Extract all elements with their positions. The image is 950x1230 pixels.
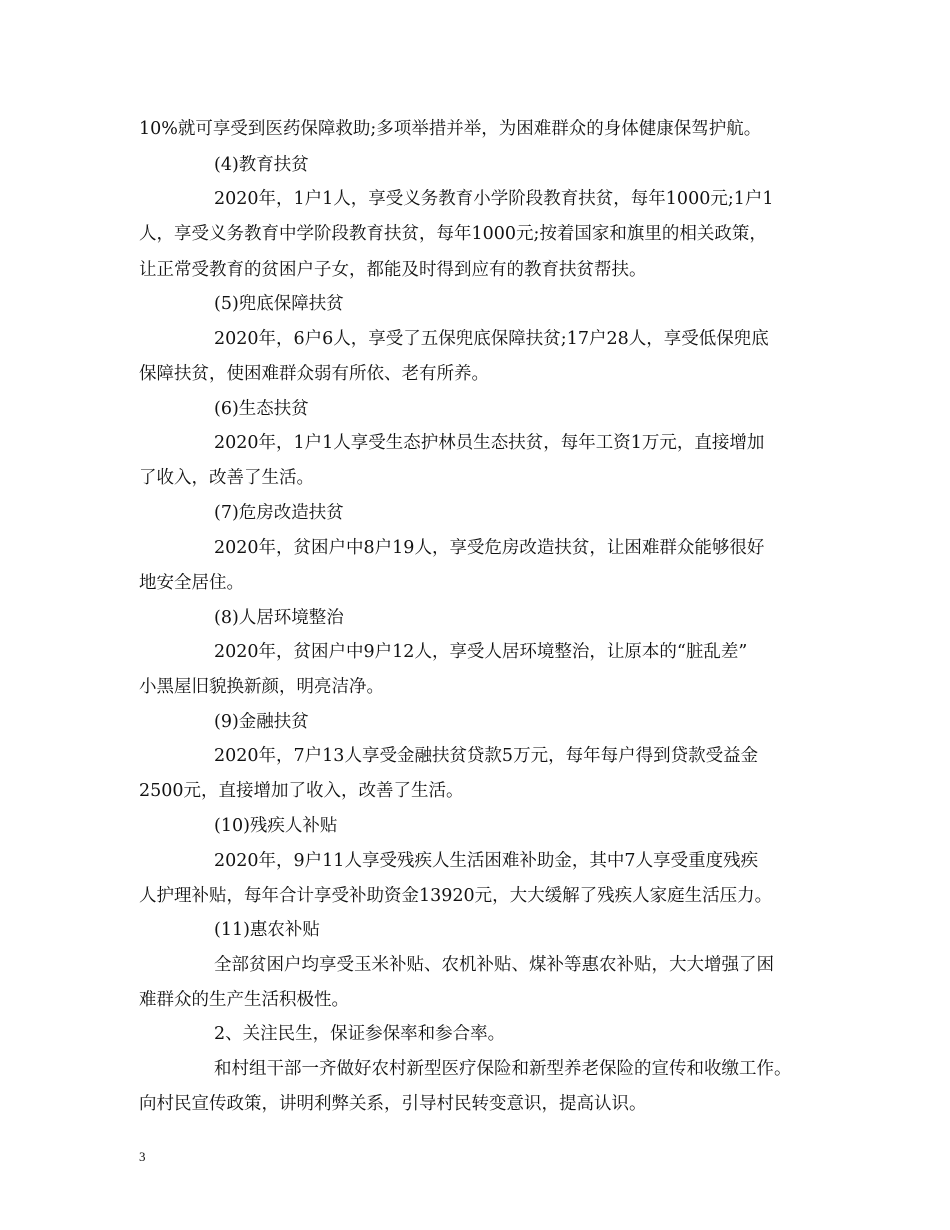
body-text-line: 向村民宣传政策，讲明利弊关系，引导村民转变意识，提高认识。 [139, 1094, 647, 1114]
body-text-line: 2020年，1户1人享受生态护林员生态扶贫，每年工资1万元，直接增加 [214, 433, 765, 453]
body-text-line: 2020年，6户6人，享受了五保兜底保障扶贫;17户28人，享受低保兜底 [214, 329, 769, 349]
section-heading: 2、关注民生，保证参保率和参合率。 [214, 1024, 506, 1044]
page-number: 3 [139, 1149, 146, 1164]
section-heading: (6)生态扶贫 [214, 399, 309, 419]
body-text-line: 2020年，9户11人享受残疾人生活困难补助金，其中7人享受重度残疾 [214, 851, 759, 871]
body-text-line: 2020年，7户13人享受金融扶贫贷款5万元，每年每户得到贷款受益金 [214, 746, 759, 766]
body-text-line: 10%就可享受到医药保障救助;多项举措并举，为困难群众的身体健康保驾护航。 [139, 119, 762, 139]
body-text-line: 地安全居住。 [139, 573, 244, 593]
body-text-line: 了收入，改善了生活。 [139, 468, 314, 488]
body-text-line: 全部贫困户均享受玉米补贴、农机补贴、煤补等惠农补贴，大大增强了困 [214, 955, 774, 975]
body-text-line: 难群众的生产生活积极性。 [139, 990, 349, 1010]
body-text-line: 保障扶贫，使困难群众弱有所依、老有所养。 [139, 364, 489, 384]
body-text-line: 人，享受义务教育中学阶段教育扶贫，每年1000元;按着国家和旗里的相关政策， [139, 224, 767, 244]
body-text-line: 小黑屋旧貌换新颜，明亮洁净。 [139, 677, 384, 697]
section-heading: (11)惠农补贴 [214, 920, 320, 940]
body-text-line: 2020年，贫困户中9户12人，享受人居环境整治，让原本的“脏乱差” [214, 642, 748, 662]
section-heading: (8)人居环境整治 [214, 608, 344, 628]
section-heading: (10)残疾人补贴 [214, 816, 338, 836]
body-text-line: 2500元，直接增加了收入，改善了生活。 [139, 781, 464, 801]
body-text-line: 人护理补贴，每年合计享受补助资金13920元，大大缓解了残疾人家庭生活压力。 [139, 886, 773, 906]
body-text-line: 2020年，1户1人，享受义务教育小学阶段教育扶贫，每年1000元;1户1 [214, 189, 774, 209]
section-heading: (4)教育扶贫 [214, 155, 309, 175]
section-heading: (7)危房改造扶贫 [214, 503, 344, 523]
body-text-line: 让正常受教育的贫困户子女，都能及时得到应有的教育扶贫帮扶。 [139, 260, 647, 280]
section-heading: (5)兜底保障扶贫 [214, 294, 344, 314]
body-text-line: 和村组干部一齐做好农村新型医疗保险和新型养老保险的宣传和收缴工作。 [214, 1059, 792, 1079]
section-heading: (9)金融扶贫 [214, 712, 309, 732]
body-text-line: 2020年，贫困户中8户19人，享受危房改造扶贫，让困难群众能够很好 [214, 538, 765, 558]
